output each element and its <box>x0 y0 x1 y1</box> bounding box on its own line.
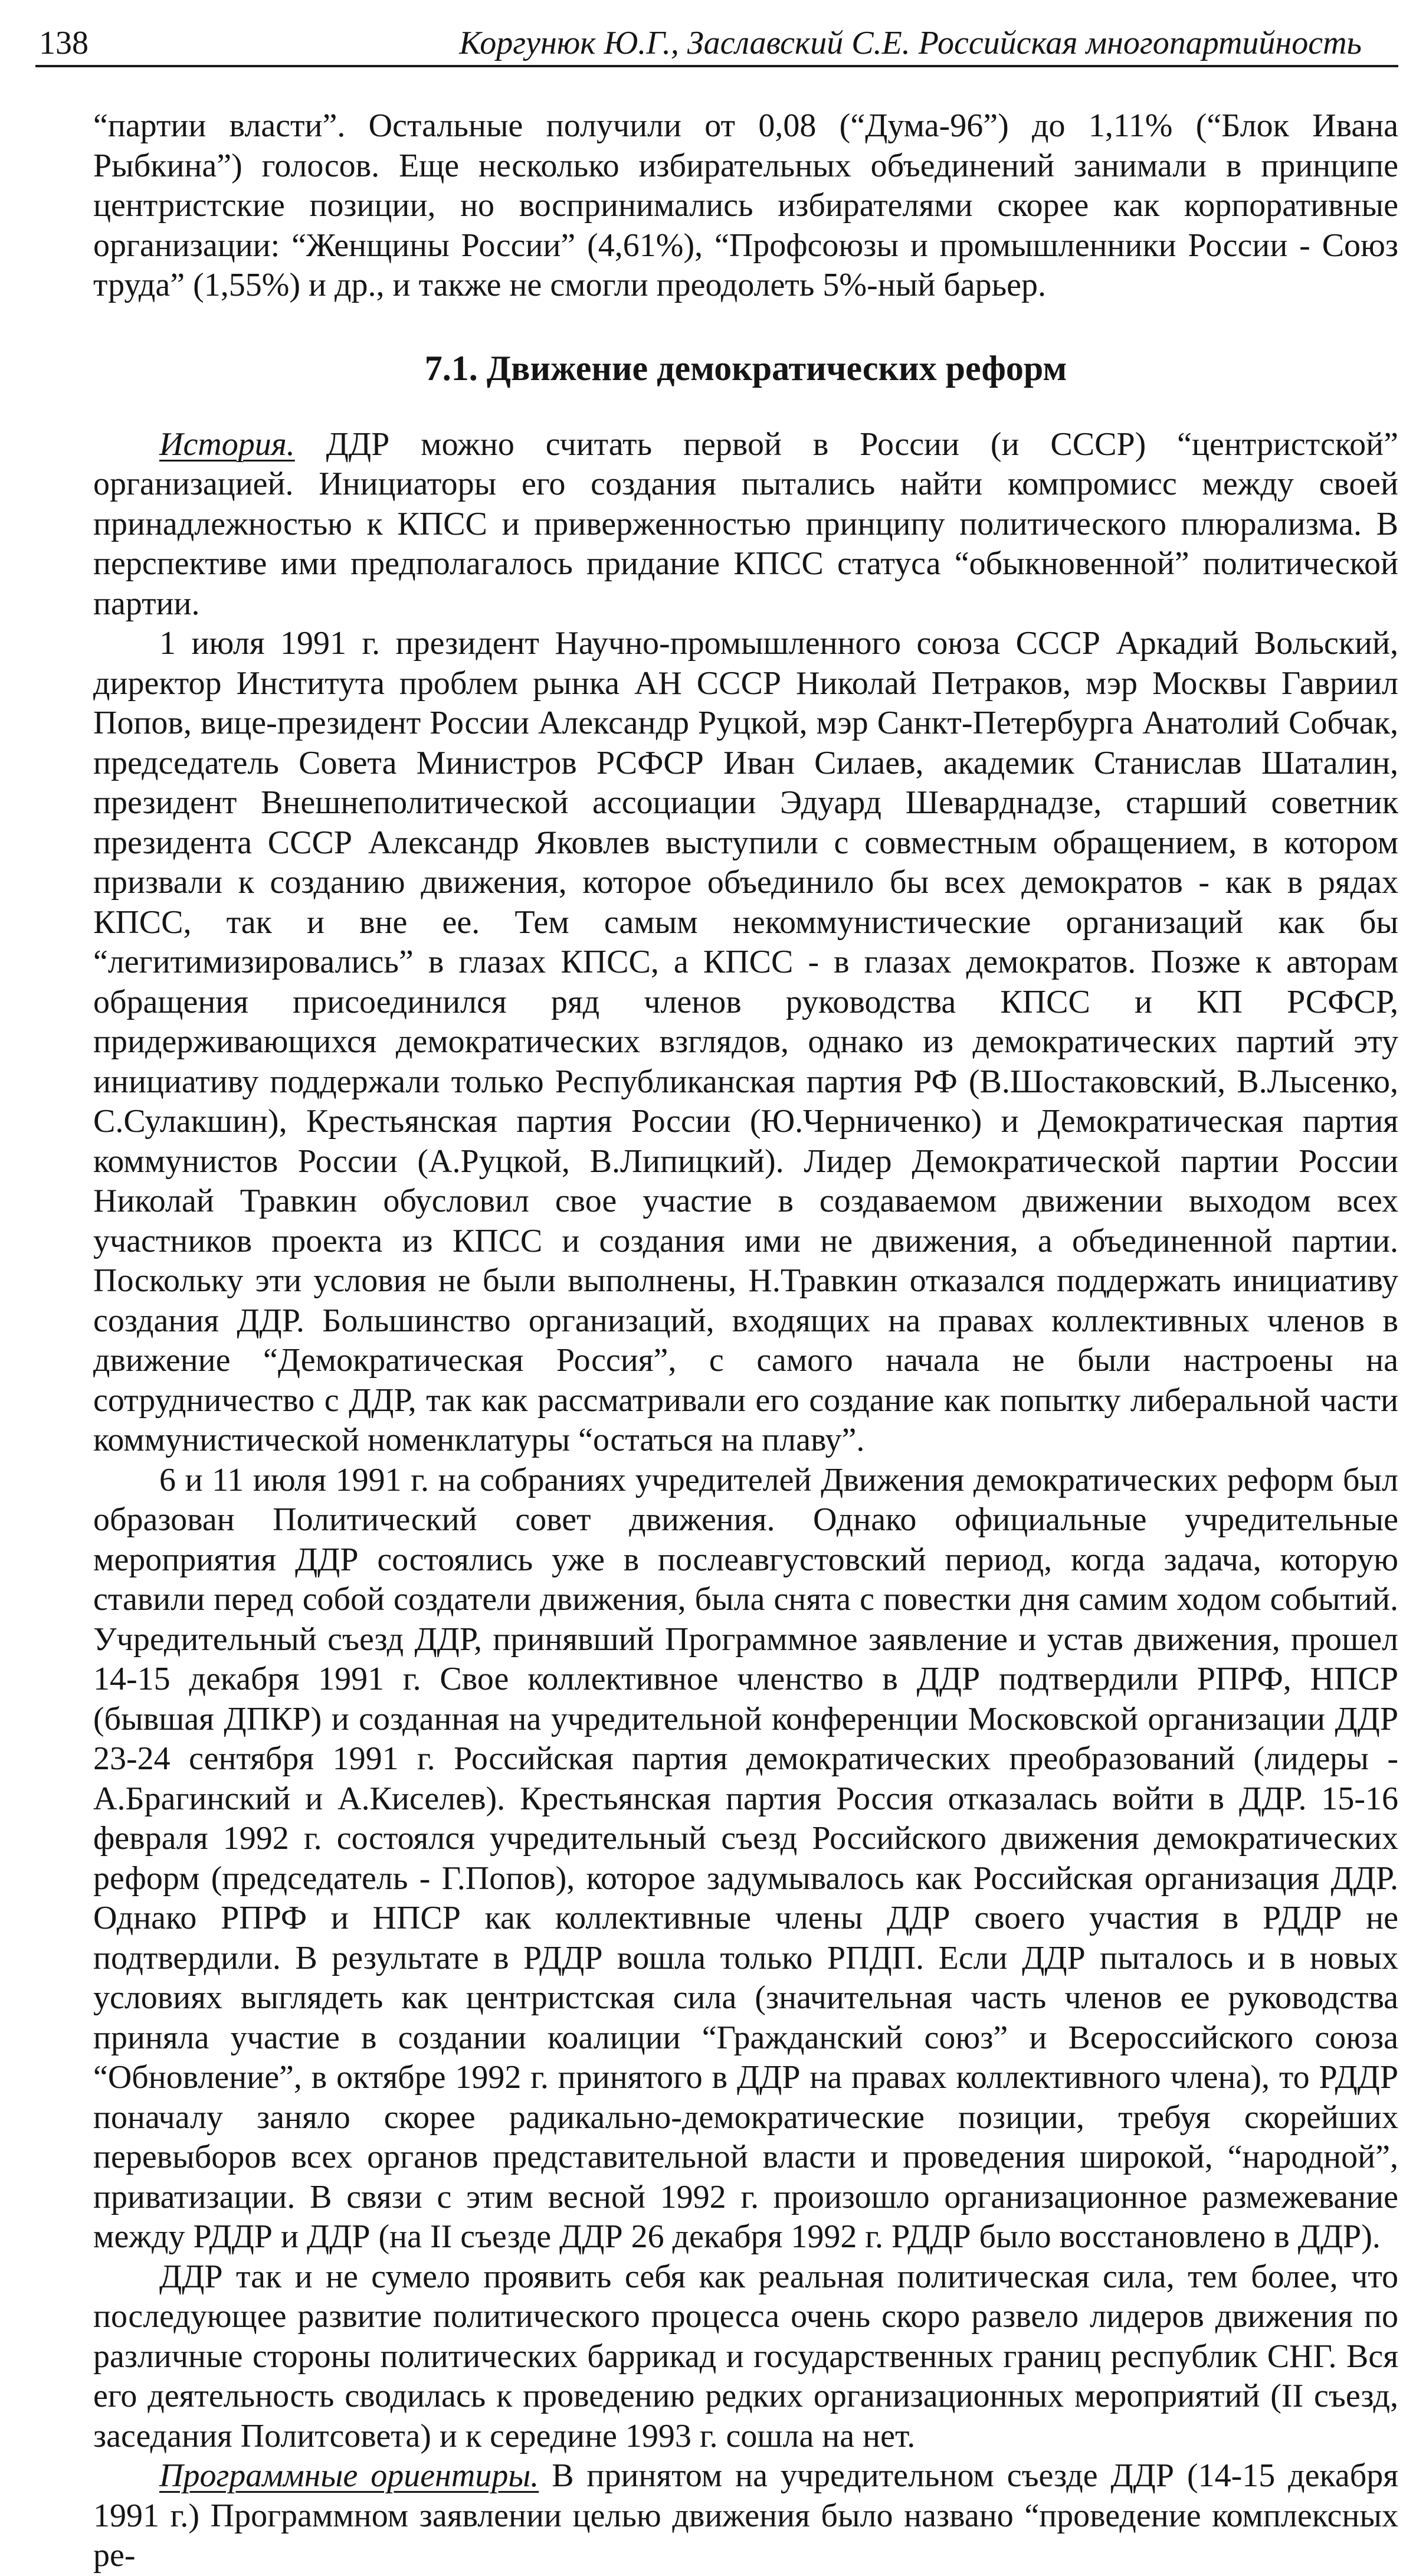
page-number: 138 <box>39 25 88 61</box>
running-title: Коргунюк Ю.Г., Заславский С.Е. Российская многопартийность <box>459 25 1362 61</box>
paragraph-intro: “партии власти”. Остальные получили от 0,08 (“Дума-96”) до 1,11% (“Блок Ивана Рыбкина”) голосов. Еще несколько избирательных объединений занимали в принципе центристские позиции, но воспринимались избирателями скорее как корпоративные организации: “Женщины России” (4,61%), “Профсоюзы и промышленники России - Союз труда” (1,55%) и др., и также не смогли преодолеть 5%-ный барьер. <box>93 107 1398 303</box>
paragraph-conclusion: ДДР так и не сумело проявить себя как реальная политическая сила, тем более, что последующее развитие политического процесса очень скоро развело лидеров движения по различные стороны политических баррикад и государственных границ республик СНГ. Вся его деятельность сводилась к проведению редких организационных мероприятий (II съезд, заседания Политсовета) и к середине 1993 г. сошла на нет. <box>93 2258 1398 2454</box>
paragraph-july-6: 6 и 11 июля 1991 г. на собраниях учредителей Движения демократических реформ был образован Политический совет движения. Однако официальные учредительные мероприятия ДДР состоялись уже в послеавгустовский период, когда задача, которую ставили перед собой создатели движения, была снята с повестки дня самим ходом событий. Учредительный съезд ДДР, принявший Программное заявление и устав движения, прошел 14-15 декабря 1991 г. Свое коллективное членство в ДДР подтвердили РПРФ, НПСР (бывшая ДПКР) и созданная на учредительной конференции Московской организации ДДР 23-24 сентября 1991 г. Российская партия демократических преобразований (лидеры - А.Брагинский и А.Киселев). Крестьянская партия Россия отказалась войти в ДДР. 15-16 февраля 1992 г. состоялся учредительный съезд Российского движения демократических реформ (председатель - Г.Попов), которое задумывалось как Российская организация ДДР. Однако РПРФ и НПСР как коллективные члены ДДР своего участия в РДДР не подтвердили. В результате в РДДР вошла только РПДП. Если ДДР пыталось и в новых условиях выглядеть как центристская сила (значительная часть членов ее руководства приняла участие в создании коалиции “Гражданский союз” и Всероссийского союза “Обновление”, в октябре 1992 г. принятого в ДДР на правах коллективного члена), то РДДР поначалу заняло скорее радикально-демократические позиции, требуя скорейших перевыборов всех органов представительной власти и проведения широкой, “народной”, приватизации. В связи с этим весной 1992 г. произошло организационное размежевание между РДДР и ДДР (на II съезде ДДР 26 декабря 1992 г. РДДР было восстановлено в ДДР). <box>93 1461 1398 2255</box>
header-rule <box>35 65 1398 67</box>
paragraph-program <box>93 2456 1398 2576</box>
paragraph-history <box>93 425 1398 624</box>
program-text: В принятом на учредительном съезде ДДР (14-15 декабря 1991 г.) Программном заявлении целью движения было названо “проведение комплексных ре- <box>93 2457 1398 2574</box>
body-text <box>93 106 1398 2576</box>
history-text: ДДР можно считать первой в России (и СССР) “центристской” организацией. Инициаторы его создания пытались найти компромисс между своей принадлежностью к КПСС и приверженностью принципу политического плюрализма. В перспективе ими предполагалось придание КПСС статуса “обыкновенной” политической партии. <box>93 425 1398 622</box>
section-heading: 7.1. Движение демократических реформ <box>424 348 1067 388</box>
history-run-in-label: История. <box>159 425 295 463</box>
paragraph-july-1: 1 июля 1991 г. президент Научно-промышленного союза СССР Аркадий Вольский, директор Института проблем рынка АН СССР Николай Петраков, мэр Москвы Гавриил Попов, вице-президент России Александр Руцкой, мэр Санкт-Петербурга Анатолий Собчак, председатель Совета Министров РСФСР Иван Силаев, академик Станислав Шаталин, президент Внешнеполитической ассоциации Эдуард Шеварднадзе, старший советник президента СССР Александр Яковлев выступили с совместным обращением, в котором призвали к созданию движения, которое объединило бы всех демократов - как в рядах КПСС, так и вне ее. Тем самым некоммунистические организаций как бы “легитимизировались” в глазах КПСС, а КПСС - в глазах демократов. Позже к авторам обращения присоединился ряд членов руководства КПСС и КП РСФСР, придерживающихся демократических взглядов, однако из демократических партий эту инициативу поддержали только Республиканская партия РФ (В.Шостаковский, В.Лысенко, С.Сулакшин), Крестьянская партия России (Ю.Черниченко) и Демократическая партия коммунистов России (А.Руцкой, В.Липицкий). Лидер Демократической партии России Николай Травкин обусловил свое участие в создаваемом движении выходом всех участников проекта из КПСС и создания ими не движения, а объединенной партии. Поскольку эти условия не были выполнены, Н.Травкин отказался поддержать инициативу создания ДДР. Большинство организаций, входящих на правах коллективных членов в движение “Демократическая Россия”, с самого начала не были настроены на сотрудничество с ДДР, так как рассматривали его создание как попытку либеральной части коммунистической номенклатуры “остаться на плаву”. <box>93 625 1398 1458</box>
program-run-in-label: Программные ориентиры. <box>159 2457 539 2494</box>
running-header <box>35 22 1398 70</box>
